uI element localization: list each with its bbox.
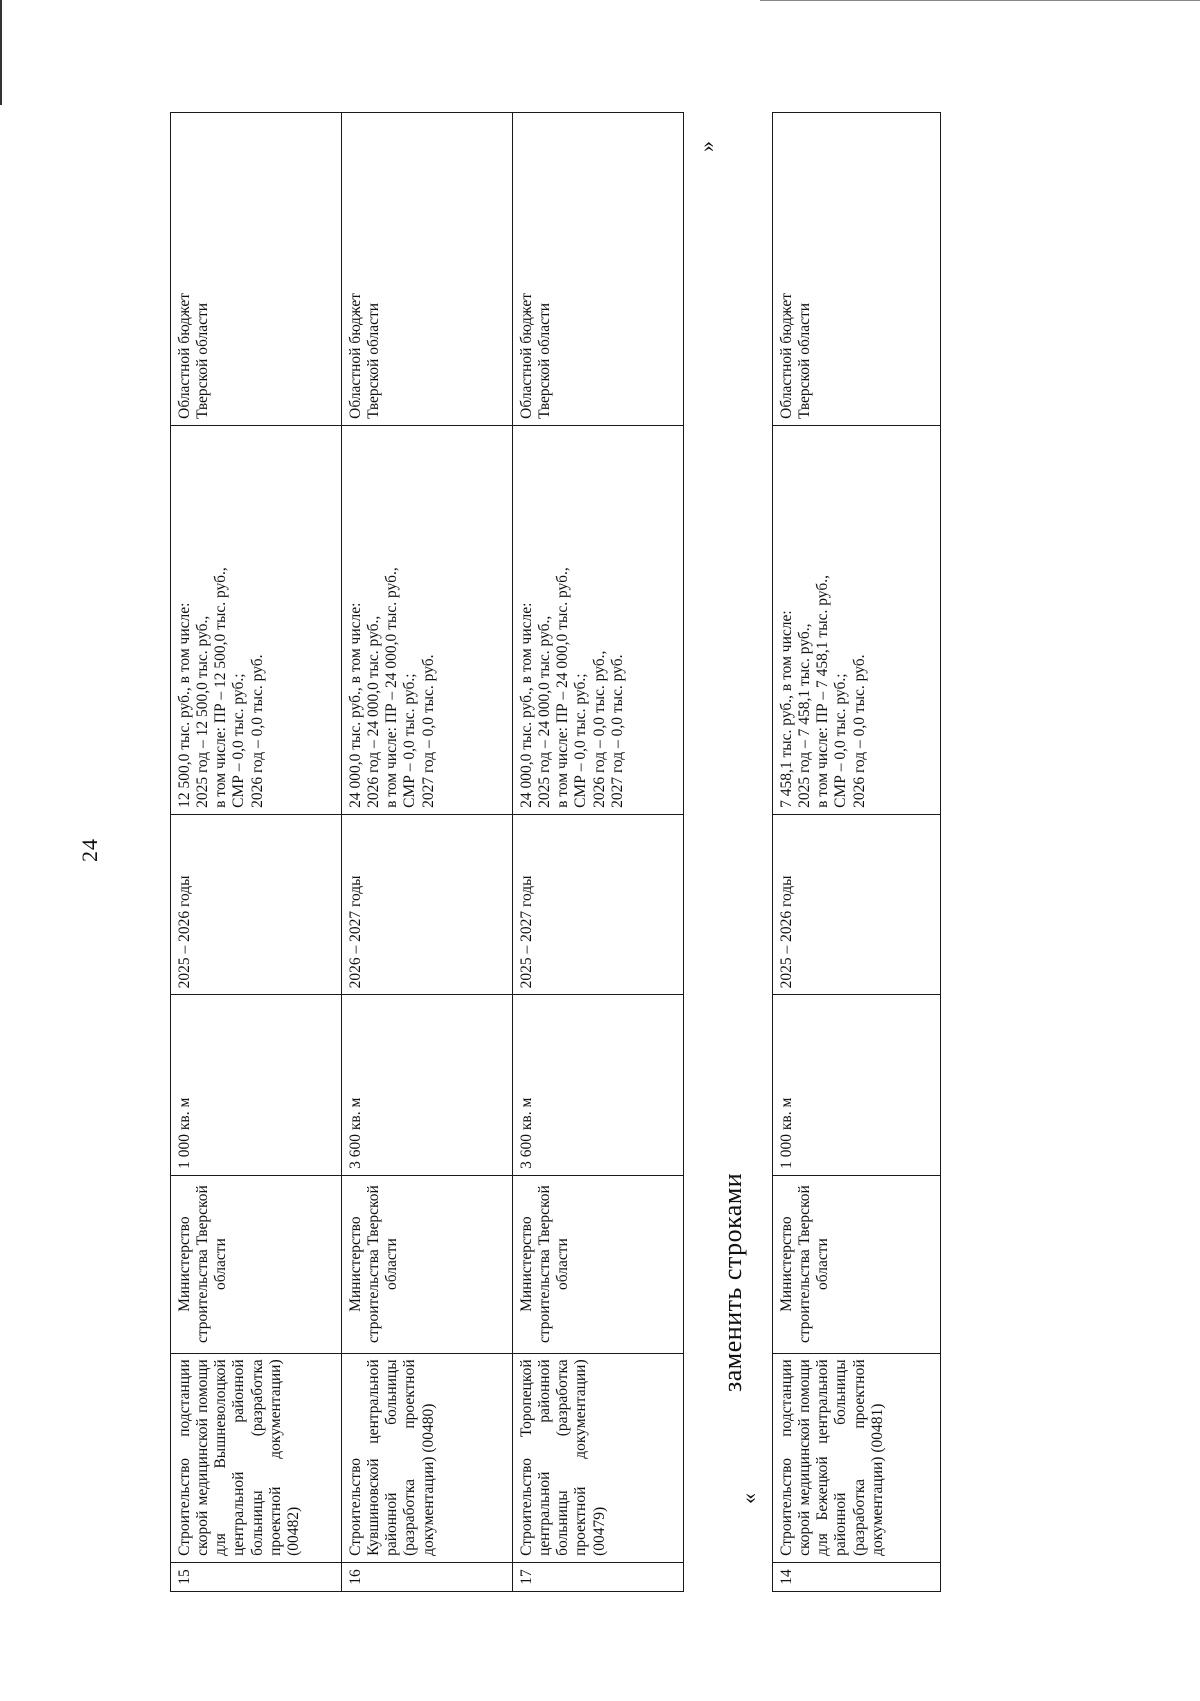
table-row	[773, 113, 941, 1592]
rotated-document-sheet	[170, 112, 940, 1592]
capacity: 1 000 кв. м	[171, 995, 342, 1175]
period: 2026 – 2027 годы	[342, 814, 513, 994]
scan-edge-mark	[0, 0, 2, 105]
period: 2025 – 2027 годы	[513, 814, 684, 994]
responsible-body: Министерство строительства Тверской области	[773, 1175, 941, 1353]
responsible-body: Министерство строительства Тверской области	[513, 1175, 684, 1353]
row-number: 17	[513, 1562, 684, 1591]
table-row	[513, 113, 684, 1592]
object-name: Строительство подстанции скорой медицинской помощи для Бежецкой центральной районной больницы (разработка проектной документации) (00481)	[773, 1354, 941, 1563]
closing-quote: »	[694, 141, 719, 152]
financing: 12 500,0 тыс. руб., в том числе: 2025 год – 12 500,0 тыс. руб., в том числе: ПР – 12 500,0 тыс. руб., СМР – 0,0 тыс. руб.; 2026 год – 0,0 тыс. руб.	[171, 425, 342, 814]
financing: 7 458,1 тыс. руб., в том числе: 2025 год – 7 458,1 тыс. руб., в том числе: ПР – 7 458,1 тыс. руб., СМР – 0,0 тыс. руб.; 2026 год – 0,0 тыс. руб.	[773, 425, 941, 814]
opening-quote: «	[736, 1493, 761, 1504]
funding-source: Областной бюджет Тверской области	[342, 113, 513, 426]
responsible-body: Министерство строительства Тверской области	[342, 1175, 513, 1353]
capacity: 3 600 кв. м	[513, 995, 684, 1175]
financing: 24 000,0 тыс. руб., в том числе: 2025 год – 24 000,0 тыс. руб., в том числе: ПР – 24 000,0 тыс. руб., СМР – 0,0 тыс. руб.; 2026 год – 0,0 тыс. руб., 2027 год – 0,0 тыс. руб.	[513, 425, 684, 814]
table-row	[171, 113, 342, 1592]
row-number: 15	[171, 1562, 342, 1591]
capacity: 1 000 кв. м	[773, 995, 941, 1175]
object-name: Строительство подстанции скорой медицинской помощи для Вышневолоцкой центральной районной больницы (разработка проектной документации) (00482)	[171, 1354, 342, 1563]
table-row	[342, 113, 513, 1592]
object-name: Строительство Торопецкой центральной районной больницы (разработка проектной документации) (00479)	[513, 1354, 684, 1563]
row-number: 14	[773, 1562, 941, 1591]
responsible-body: Министерство строительства Тверской области	[171, 1175, 342, 1353]
scan-edge-mark	[760, 0, 1200, 1]
page-number: 24	[77, 838, 102, 862]
financing: 24 000,0 тыс. руб., в том числе: 2026 год – 24 000,0 тыс. руб., в том числе: ПР – 24 000,0 тыс. руб., СМР – 0,0 тыс. руб.; 2027 год – 0,0 тыс. руб.	[342, 425, 513, 814]
object-name: Строительство Кувшиновской центральной районной больницы (разработка проектной документации) (00480)	[342, 1354, 513, 1563]
capacity: 3 600 кв. м	[342, 995, 513, 1175]
replace-instruction: заменить строками	[718, 1172, 747, 1392]
funding-source: Областной бюджет Тверской области	[513, 113, 684, 426]
table-new-rows	[772, 112, 941, 1592]
row-number: 16	[342, 1562, 513, 1591]
period: 2025 – 2026 годы	[171, 814, 342, 994]
table-old-rows	[170, 112, 684, 1592]
funding-source: Областной бюджет Тверской области	[171, 113, 342, 426]
funding-source: Областной бюджет Тверской области	[773, 113, 941, 426]
period: 2025 – 2026 годы	[773, 814, 941, 994]
